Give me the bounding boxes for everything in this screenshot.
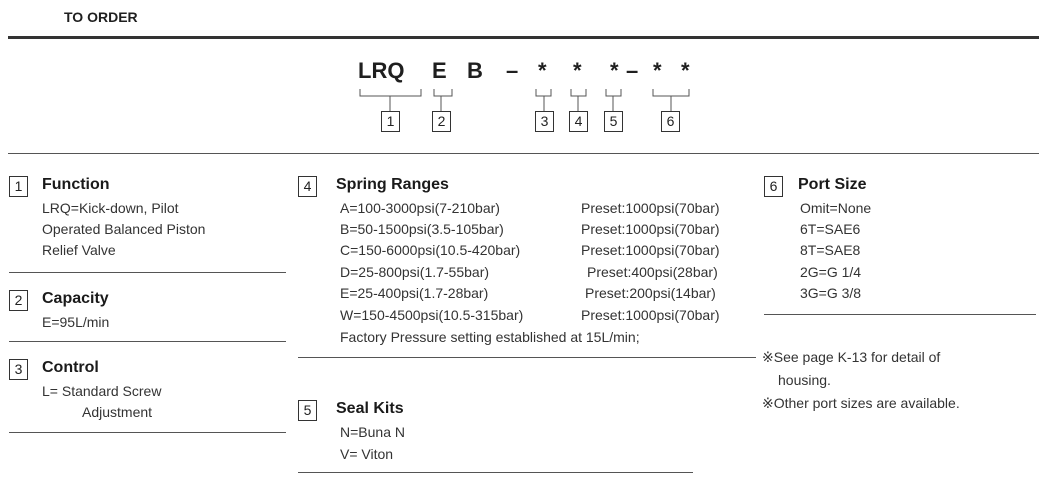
page-heading: TO ORDER <box>64 9 138 25</box>
spring-preset: Preset:1000psi(70bar) <box>581 221 720 237</box>
note-housing: housing. <box>778 372 831 388</box>
spring-underline <box>298 357 756 358</box>
spring-preset: Preset:400psi(28bar) <box>587 264 718 280</box>
seal-number: 5 <box>298 400 317 421</box>
capacity-underline <box>9 341 286 342</box>
note-other-ports: ※Other port sizes are available. <box>762 395 960 411</box>
spring-range: B=50-1500psi(3.5-105bar) <box>340 221 504 237</box>
bracket-1 <box>360 89 421 111</box>
function-underline <box>9 272 286 273</box>
code-star-6a: * <box>653 58 662 83</box>
function-title: Function <box>42 176 110 193</box>
code-index-5: 5 <box>604 111 623 132</box>
code-index-3: 3 <box>535 111 554 132</box>
code-lrq: LRQ <box>358 58 405 83</box>
capacity-number: 2 <box>9 290 28 311</box>
spring-note: Factory Pressure setting established at 15L/min; <box>340 329 640 345</box>
seal-line: V= Viton <box>340 446 394 462</box>
function-number: 1 <box>9 176 28 197</box>
port-line: 6T=SAE6 <box>800 221 861 237</box>
spring-range: C=150-6000psi(10.5-420bar) <box>340 242 521 258</box>
function-line: Operated Balanced Piston <box>42 221 206 237</box>
code-index-1: 1 <box>381 111 400 132</box>
spring-range: A=100-3000psi(7-210bar) <box>340 200 500 216</box>
code-dash-2: – <box>626 58 639 83</box>
code-dash-1: – <box>506 58 519 83</box>
control-line: Adjustment <box>82 404 153 420</box>
bracket-6 <box>653 89 689 111</box>
capacity-title: Capacity <box>42 290 109 307</box>
seal-line: N=Buna N <box>340 424 405 440</box>
code-star-4: * <box>573 58 582 83</box>
code-star-5: * <box>610 58 619 83</box>
bracket-2 <box>434 89 452 111</box>
port-number: 6 <box>764 176 783 197</box>
port-title: Port Size <box>798 176 867 193</box>
port-line: 3G=G 3/8 <box>800 285 862 301</box>
spring-range: E=25-400psi(1.7-28bar) <box>340 285 489 301</box>
spring-preset: Preset:1000psi(70bar) <box>581 307 720 323</box>
code-index-4: 4 <box>569 111 588 132</box>
spring-preset: Preset:1000psi(70bar) <box>581 242 720 258</box>
spring-title: Spring Ranges <box>336 176 449 193</box>
code-star-3: * <box>538 58 547 83</box>
code-star-6b: * <box>681 58 690 83</box>
seal-title: Seal Kits <box>336 400 404 417</box>
spring-preset: Preset:1000psi(70bar) <box>581 200 720 216</box>
note-see-page: ※See page K-13 for detail of <box>762 349 941 365</box>
spring-preset: Preset:200psi(14bar) <box>585 285 716 301</box>
bracket-5 <box>606 89 621 111</box>
code-index-6: 6 <box>661 111 680 132</box>
code-brackets <box>0 0 1045 160</box>
bracket-4 <box>571 89 586 111</box>
port-underline <box>764 314 1036 315</box>
control-underline <box>9 432 286 433</box>
section-divider <box>8 153 1039 154</box>
spring-number: 4 <box>298 176 317 197</box>
code-e: E <box>432 58 447 83</box>
function-line: Relief Valve <box>42 242 116 258</box>
function-line: LRQ=Kick-down, Pilot <box>42 200 179 216</box>
bracket-3 <box>536 89 551 111</box>
code-index-2: 2 <box>432 111 451 132</box>
capacity-line: E=95L/min <box>42 314 110 330</box>
port-line: 8T=SAE8 <box>800 242 861 258</box>
control-number: 3 <box>9 359 28 380</box>
port-line: 2G=G 1/4 <box>800 264 862 280</box>
spring-range: D=25-800psi(1.7-55bar) <box>340 264 490 280</box>
control-title: Control <box>42 359 99 376</box>
port-line: Omit=None <box>800 200 872 216</box>
control-line: L= Standard Screw <box>42 383 162 399</box>
seal-underline <box>298 472 693 473</box>
code-b: B <box>467 58 483 83</box>
spring-range: W=150-4500psi(10.5-315bar) <box>340 307 524 323</box>
